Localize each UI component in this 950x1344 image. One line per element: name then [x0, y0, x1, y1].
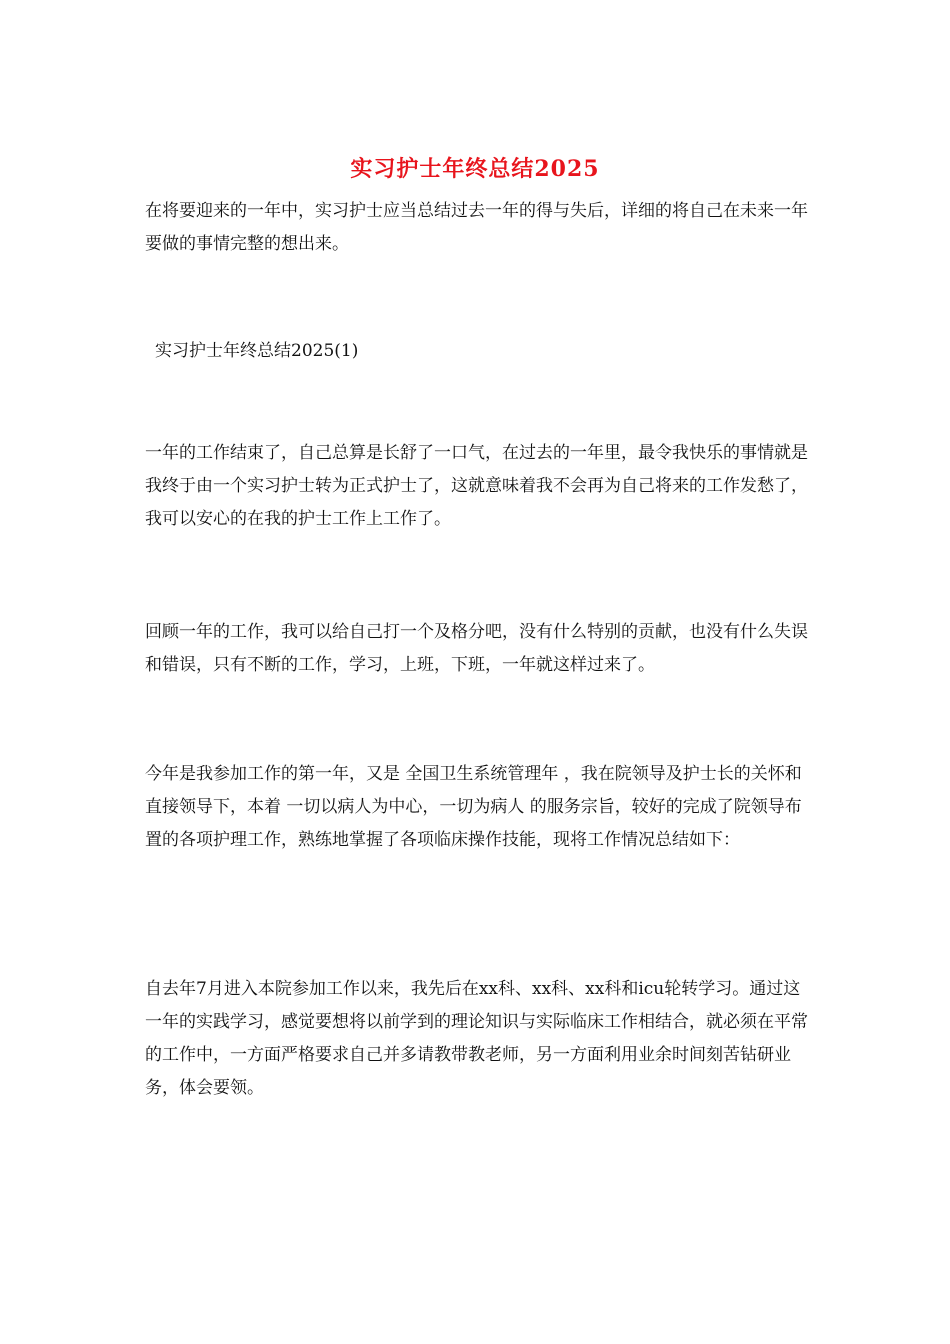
document-title: 实习护士年终总结2025: [350, 156, 600, 182]
body-paragraph-4: 自去年7月进入本院参加工作以来，我先后在xx科、xx科、xx科和icu轮转学习。通过这一年的实践学习，感觉要想将以前学到的理论知识与实际临床工作相结合，就必须在平常的工作中，一方面严格要求自己并多请教带教老师，另一方面利用业余时间刻苦钻研业务，体会要领。: [145, 979, 808, 1098]
body-paragraph-3: 今年是我参加工作的第一年，又是 全国卫生系统管理年 ，我在院领导及护士长的关怀和直接领导下，本着 一切以病人为中心，一切为病人 的服务宗旨，较好的完成了院领导布置的各项护理工作，熟练地掌握了各项临床操作技能，现将工作情况总结如下：: [145, 764, 802, 850]
body-paragraph-1: 一年的工作结束了，自己总算是长舒了一口气，在过去的一年里，最令我快乐的事情就是我终于由一个实习护士转为正式护士了，这就意味着我不会再为自己将来的工作发愁了，我可以安心的在我的护士工作上工作了。: [145, 443, 808, 529]
body-paragraph-2: 回顾一年的工作，我可以给自己打一个及格分吧，没有什么特别的贡献，也没有什么失误和错误，只有不断的工作，学习，上班，下班，一年就这样过来了。: [145, 622, 808, 675]
intro-paragraph: 在将要迎来的一年中，实习护士应当总结过去一年的得与失后，详细的将自己在未来一年要做的事情完整的想出来。: [145, 201, 808, 254]
section-heading: 实习护士年终总结2025(1): [155, 341, 359, 361]
